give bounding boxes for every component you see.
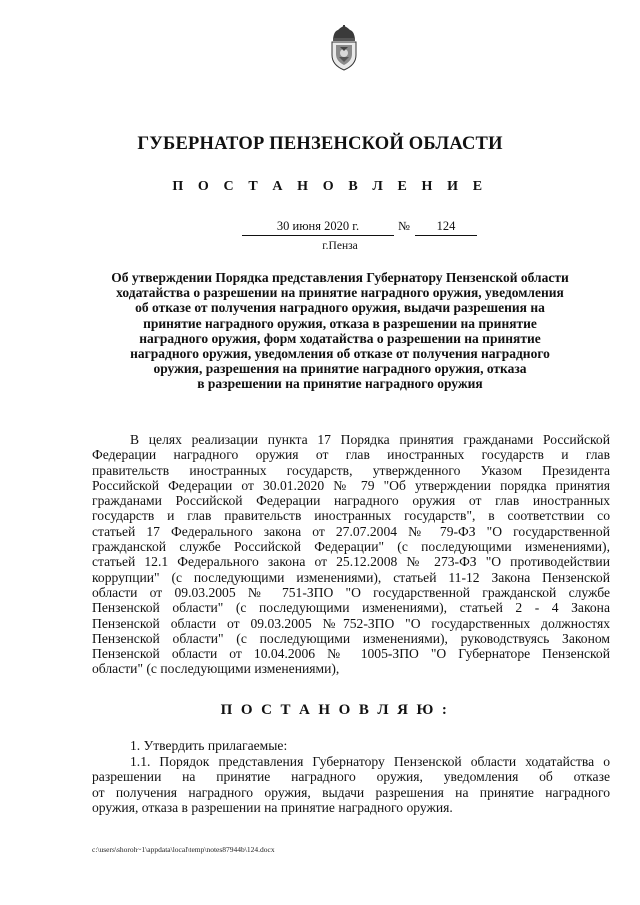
preamble-line: статьей 12.1 Федерального закона от 25.12.2008 № 273-ФЗ "О противодействии [92, 554, 610, 570]
preamble-line: гражданской службе Российской Федерации" (с последующими изменениями), [92, 539, 610, 555]
document-type: П О С Т А Н О В Л Е Н И Е [172, 179, 488, 194]
governor-title: ГУБЕРНАТОР ПЕНЗЕНСКОЙ ОБЛАСТИ [137, 134, 503, 154]
decree-word: П О С Т А Н О В Л Я Ю : [220, 702, 450, 718]
document-heading [82, 270, 598, 392]
heading-line: ходатайства о разрешении на принятие наградного оружия, уведомления [116, 285, 564, 301]
item-1-1-line: разрешении на принятие наградного оружия, уведомления об отказе [92, 769, 610, 785]
document-city: г.Пенза [322, 240, 358, 252]
document-date: 30 июня 2020 г. [242, 219, 394, 236]
coat-of-arms-emblem [325, 25, 363, 71]
item-1-1-line: оружия, отказа в разрешении на принятие наградного оружия. [92, 799, 453, 815]
heading-line: наградного оружия, форм ходатайства о разрешении на принятие [139, 330, 541, 346]
heading-line: об отказе от получения наградного оружия, выдачи разрешения на [135, 300, 545, 316]
preamble-line: области" (с последующими изменениями), [92, 661, 340, 677]
preamble-line: Пензенской области" (с последующими изменениями), руководствуясь Законом [92, 630, 610, 646]
number-sign: № [398, 219, 410, 233]
heading-line: оружия, разрешения на принятие наградного оружия, отказа [153, 361, 527, 377]
heading-line: Об утверждении Порядка представления Губернатору Пензенской области [111, 270, 569, 285]
item-1-1-paragraph [92, 754, 610, 815]
item-1-1-line: от получения наградного оружия, выдачи разрешения на принятие наградного [92, 784, 610, 800]
preamble-line: государств и глав правительств иностранных государств", в соответствии со [92, 508, 610, 524]
heading-line: в разрешении на принятие наградного оружия [197, 376, 483, 392]
preamble-line: Российской Федерации от 30.01.2020 № 79 "Об утверждении порядка принятия [92, 477, 610, 493]
preamble-line: В целях реализации пункта 17 Порядка принятия гражданами Российской [130, 432, 610, 447]
heading-line: наградного оружия, уведомления об отказе от получения наградного [130, 346, 550, 362]
preamble-line: Федерации наградного оружия от глав иностранных государств и глав [92, 447, 610, 463]
footer-file-path: c:\users\shoroh~1\appdata\local\temp\notes87944b\124.docx [92, 845, 275, 854]
preamble-line: правительств иностранных государств, утвержденного Указом Президента [92, 462, 610, 478]
document-number: 124 [415, 219, 477, 236]
preamble-paragraph [92, 432, 610, 677]
preamble-line: области от 09.03.2005 № 751-ЗПО "О государственной гражданской службе [92, 584, 610, 600]
preamble-line: Пензенской области от 09.03.2005 №752-ЗПО "О государственных должностях [92, 615, 610, 631]
preamble-line: коррупции" (с последующими изменениями), статьей 11-12 Закона Пензенской [92, 569, 610, 585]
preamble-line: Пензенской области" (с последующими изменениями), статьей 2 - 4 Закона [92, 600, 610, 616]
preamble-line: статьей 17 Федерального закона от 27.07.2004 № 79-ФЗ "О государственной [92, 523, 610, 539]
heading-line: принятие наградного оружия, отказа в разрешении на принятие [143, 315, 537, 331]
item-1: 1. Утвердить прилагаемые: [130, 738, 288, 753]
item-1-1-line: 1.1. Порядок представления Губернатору Пензенской области ходатайства о [130, 754, 610, 769]
preamble-line: гражданами Российской Федерации наградного оружия от глав иностранных [92, 493, 610, 509]
preamble-line: Пензенской области от 10.04.2006 № 1005-ЗПО "О Губернаторе Пензенской [92, 646, 610, 662]
